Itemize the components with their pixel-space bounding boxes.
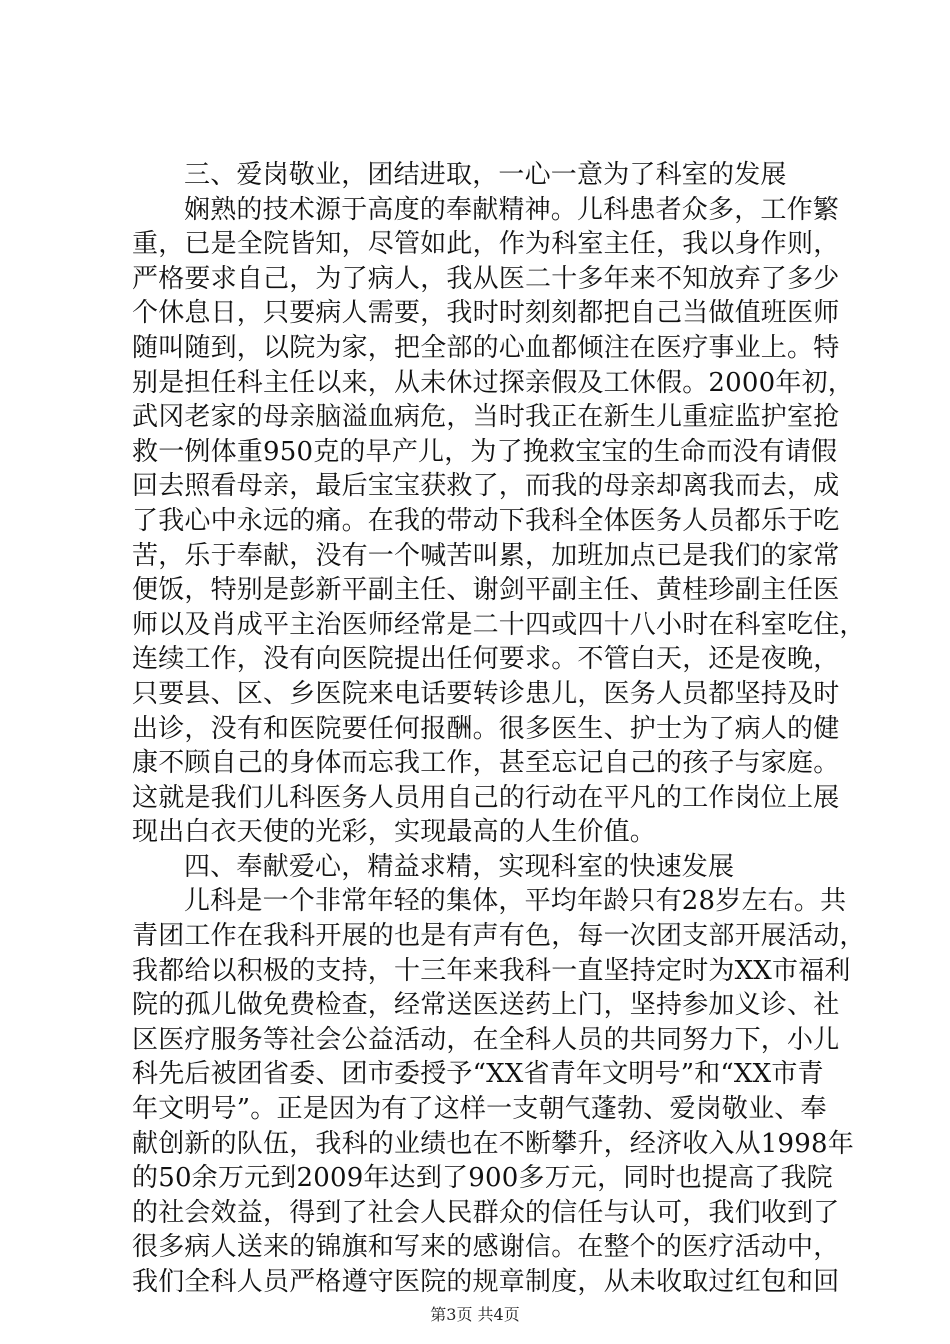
paragraph-line: 只要县、区、乡医院来电话要转诊患儿，医务人员都坚持及时: [132, 678, 840, 709]
document-body: [132, 158, 866, 1300]
paragraph-line: 康不顾自己的身体而忘我工作，甚至忘记自己的孩子与家庭。: [132, 748, 840, 779]
paragraph-line: 救一例体重950克的早产儿，为了挽救宝宝的生命而没有请假: [132, 436, 838, 467]
paragraph-line: 我们全科人员严格遵守医院的规章制度，从未收取过红包和回: [132, 1267, 840, 1297]
paragraph-line: 青团工作在我科开展的也是有声有色，每一次团支部开展活动，: [132, 921, 866, 952]
paragraph-line: 苦，乐于奉献，没有一个喊苦叫累，加班加点已是我们的家常: [132, 540, 840, 571]
paragraph-line: 出诊，没有和医院要任何报酬。很多医生、护士为了病人的健: [132, 713, 840, 744]
paragraph-line: 师以及肖成平主治医师经常是二十四或四十八小时在科室吃住，: [132, 609, 866, 640]
paragraph-line: 连续工作，没有向医院提出任何要求。不管白天，还是夜晚，: [132, 644, 840, 675]
paragraph-line: 别是担任科主任以来，从未休过探亲假及工休假。2000年初，: [132, 367, 854, 398]
paragraph-line: 年文明号”。正是因为有了这样一支朝气蓬勃、爱岗敬业、奉: [132, 1094, 827, 1125]
section-heading: 三、爱岗敬业，团结进取，一心一意为了科室的发展: [184, 160, 787, 190]
paragraph-line: 便饭，特别是彭新平副主任、谢剑平副主任、黄桂珍副主任医: [132, 575, 840, 606]
paragraph-line: 献创新的队伍，我科的业绩也在不断攀升，经济收入从1998年: [132, 1128, 854, 1159]
paragraph-line: 科先后被团省委、团市委授予“XX省青年文明号”和“XX市青: [132, 1059, 824, 1090]
paragraph-line: 这就是我们儿科医务人员用自己的行动在平凡的工作岗位上展: [132, 782, 840, 813]
paragraph-line: 现出白衣天使的光彩，实现最高的人生价值。: [132, 817, 657, 848]
paragraph-line: 随叫随到，以院为家，把全部的心血都倾注在医疗事业上。特: [132, 332, 840, 363]
paragraph-line: 儿科是一个非常年轻的集体，平均年龄只有28岁左右。共: [184, 886, 847, 917]
paragraph-line: 区医疗服务等社会公益活动，在全科人员的共同努力下，小儿: [132, 1024, 840, 1055]
paragraph-line: 重，已是全院皆知，尽管如此，作为科室主任，我以身作则，: [132, 229, 840, 260]
page-number-footer: 第3页 共4页: [430, 1305, 520, 1324]
paragraph-line: 院的孤儿做免费检查，经常送医送药上门，坚持参加义诊、社: [132, 990, 840, 1021]
paragraph-line: 娴熟的技术源于高度的奉献精神。儿科患者众多，工作繁: [184, 194, 840, 225]
paragraph-line: 了我心中永远的痛。在我的带动下我科全体医务人员都乐于吃: [132, 505, 840, 536]
paragraph-line: 武冈老家的母亲脑溢血病危，当时我正在新生儿重症监护室抢: [132, 402, 840, 433]
paragraph-line: 的社会效益，得到了社会人民群众的信任与认可，我们收到了: [132, 1197, 840, 1228]
paragraph-line: 很多病人送来的锦旗和写来的感谢信。在整个的医疗活动中，: [132, 1232, 840, 1263]
paragraph-line: 严格要求自己，为了病人，我从医二十多年来不知放弃了多少: [132, 263, 840, 294]
paragraph-line: 我都给以积极的支持，十三年来我科一直坚持定时为XX市福利: [132, 955, 851, 986]
paragraph-line: 的50余万元到2009年达到了900多万元，同时也提高了我院: [132, 1163, 833, 1194]
section-heading: 四、奉献爱心，精益求精，实现科室的快速发展: [184, 851, 735, 882]
paragraph-line: 回去照看母亲，最后宝宝获救了，而我的母亲却离我而去，成: [132, 471, 840, 502]
paragraph-line: 个休息日，只要病人需要，我时时刻刻都把自己当做值班医师: [132, 298, 840, 329]
